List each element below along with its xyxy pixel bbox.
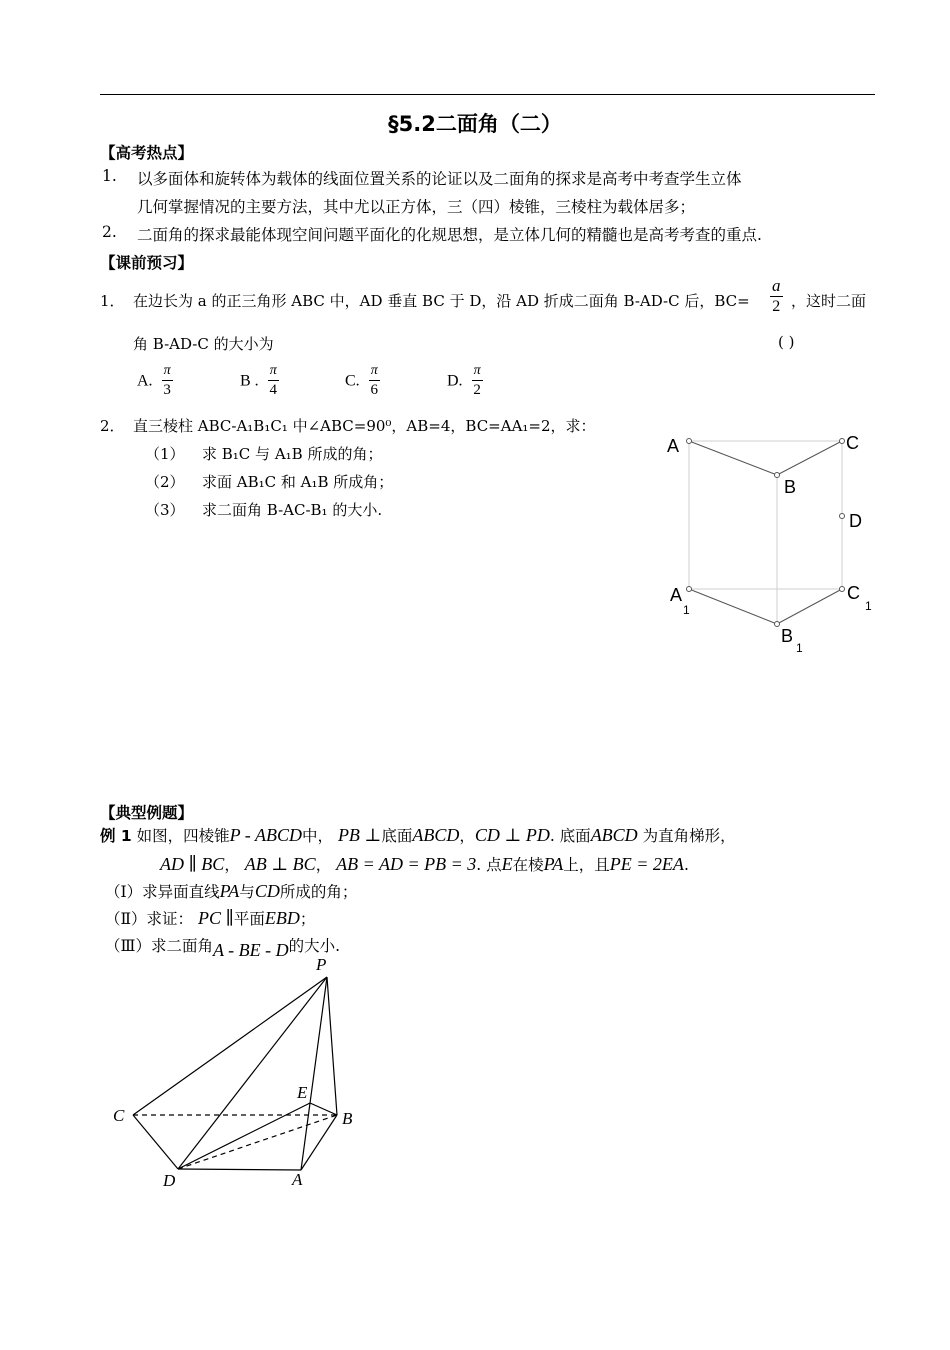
label-a: A — [667, 436, 680, 456]
label-d: D — [163, 1171, 176, 1190]
ex1-l1-c: 底面 — [381, 827, 413, 845]
ex1-l1-m2: PB ⊥ — [337, 825, 382, 845]
label-d: D — [849, 511, 862, 531]
q1-paren: ( ) — [778, 333, 795, 351]
edge-db-dashed — [178, 1115, 337, 1169]
option-a-den: 3 — [163, 382, 171, 398]
option-d-num: π — [472, 364, 483, 381]
q2-num: 2． — [100, 417, 125, 435]
ex1-part1-a: 与 — [239, 883, 255, 901]
ex1-part1-m1: PA — [219, 881, 240, 901]
ex1-l1-m4: CD ⊥ PD — [474, 825, 550, 845]
q2-text: 直三棱柱 ABC-A₁B₁C₁ 中∠ABC=90⁰，AB=4，BC=AA₁=2，求： — [133, 417, 596, 435]
q1-frac-den: 2 — [772, 298, 781, 315]
label-b: B — [342, 1109, 353, 1128]
q2-sub-1-text: 求 B₁C 与 A₁B 所成的角； — [202, 445, 383, 463]
edge-cd — [133, 1115, 178, 1169]
ex1-part1-num: （Ⅰ）求异面直线 — [105, 883, 220, 901]
q1-line2: 角 B-AD-C 的大小为 — [133, 335, 274, 353]
option-d-den: 2 — [473, 382, 481, 398]
edge-de — [178, 1103, 310, 1169]
ex1-l1-e: . 底面 — [549, 827, 591, 845]
ex1-l1-m5: ABCD — [590, 825, 638, 845]
label-a: A — [292, 1170, 303, 1189]
q2-sub-3-num: （3） — [145, 501, 185, 519]
ex1-l2-a: ， — [224, 856, 240, 874]
ex1-l2-m2: AB ⊥ BC — [244, 854, 316, 874]
q2-sub-3-text: 求二面角 B-AC-B₁ 的大小. — [202, 501, 383, 519]
ex1-part2-a: 平面 — [233, 910, 265, 928]
q2-sub-2-text: 求面 AB₁C 和 A₁B 所成角； — [202, 473, 394, 491]
ex1-part3-m1: A - BE - D — [212, 940, 289, 960]
label-a1-sub: 1 — [683, 603, 690, 617]
label-a1: A — [670, 585, 683, 605]
ex1-label: 例 1 — [100, 827, 132, 845]
ex1-l2-c: . 点 — [476, 856, 502, 874]
ex1-l2-m4: E — [501, 854, 513, 874]
edge-pb — [327, 977, 337, 1115]
hot-item-1-line2: 几何掌握情况的主要方法，其中尤以正方体，三（四）棱锥，三棱柱为载体居多； — [137, 198, 696, 216]
hot-item-2-line1: 二面角的探求最能体现空间问题平面化的化规思想，是立体几何的精髓也是高考考查的重点. — [137, 226, 762, 244]
label-c1-sub: 1 — [865, 599, 872, 613]
q1-num: 1． — [100, 292, 125, 310]
q2-sub-2-num: （2） — [145, 473, 185, 491]
hot-item-1-num: 1. — [102, 167, 117, 185]
hot-item-2-num: 2. — [102, 223, 117, 241]
option-b-num: π — [268, 364, 279, 381]
label-b1-sub: 1 — [796, 641, 803, 655]
q1-text-a: 在边长为 a 的正三角形 ABC 中，AD 垂直 BC 于 D，沿 AD 折成二面角 B-AD-C 后，BC= — [133, 292, 750, 310]
option-b-label: B . — [240, 372, 259, 390]
ex1-l2-d: 在棱 — [512, 856, 544, 874]
label-c: C — [113, 1106, 125, 1125]
ex1-l1-m3: ABCD — [412, 825, 460, 845]
ex1-l1-m1: P - ABCD — [229, 825, 302, 845]
label-b1: B — [781, 626, 794, 646]
option-c-num: π — [369, 364, 380, 381]
option-a-label: A. — [137, 372, 153, 390]
ex1-part3-num: （Ⅲ）求二面角 — [105, 937, 213, 955]
q1-frac-num: a — [772, 276, 781, 295]
label-c: C — [846, 433, 859, 453]
option-a-num: π — [162, 364, 173, 381]
option-c-den: 6 — [370, 382, 379, 398]
q1-text-b: ，这时二面 — [791, 292, 867, 310]
examples-heading: 【典型例题】 — [100, 804, 194, 822]
label-b: B — [784, 477, 797, 497]
ex1-l1-d: ， — [459, 827, 475, 845]
label-e: E — [297, 1083, 308, 1102]
ex1-l2-m6: PE = 2EA — [609, 854, 684, 874]
option-c-label: C. — [345, 372, 360, 390]
option-d-label: D. — [447, 372, 463, 390]
edge-eb — [310, 1103, 337, 1115]
edge-da — [178, 1169, 301, 1170]
ex1-l2-m1: AD ∥ BC — [160, 854, 225, 874]
ex1-part1-b: 所成的角； — [279, 883, 358, 901]
label-p: P — [316, 955, 327, 974]
page-title: §5.2二面角（二） — [388, 112, 562, 136]
preview-heading: 【课前预习】 — [100, 254, 194, 272]
ex1-l1-a: 如图，四棱锥 — [136, 827, 230, 845]
ex1-l2-f: . — [683, 856, 689, 874]
ex1-part1-m2: CD — [254, 881, 280, 901]
ex1-l2-m5: PA — [543, 854, 564, 874]
ex1-l1-b: 中， — [301, 827, 333, 845]
hot-item-1-line1: 以多面体和旋转体为载体的线面位置关系的论证以及二面角的探求是高考中考查学生立体 — [137, 170, 742, 188]
edge-ab — [301, 1115, 337, 1170]
ex1-l2-b: ， — [315, 856, 332, 874]
ex1-l2-m3: AB = AD = PB = 3 — [336, 854, 477, 874]
q2-sub-1-num: （1） — [145, 445, 185, 463]
label-c1: C — [847, 583, 860, 603]
ex1-part2-b: ； — [299, 910, 316, 928]
ex1-l2-e: 上，且 — [563, 856, 610, 874]
option-b-den: 4 — [269, 382, 278, 398]
hot-heading: 【高考热点】 — [100, 144, 194, 162]
ex1-part3-b: 的大小. — [288, 937, 341, 955]
ex1-part2-num: （Ⅱ）求证： — [105, 910, 194, 928]
ex1-part2-m1: PC ∥ — [197, 908, 234, 928]
ex1-part2-m2: EBD — [264, 908, 300, 928]
ex1-l1-f: 为直角梯形， — [642, 827, 736, 845]
